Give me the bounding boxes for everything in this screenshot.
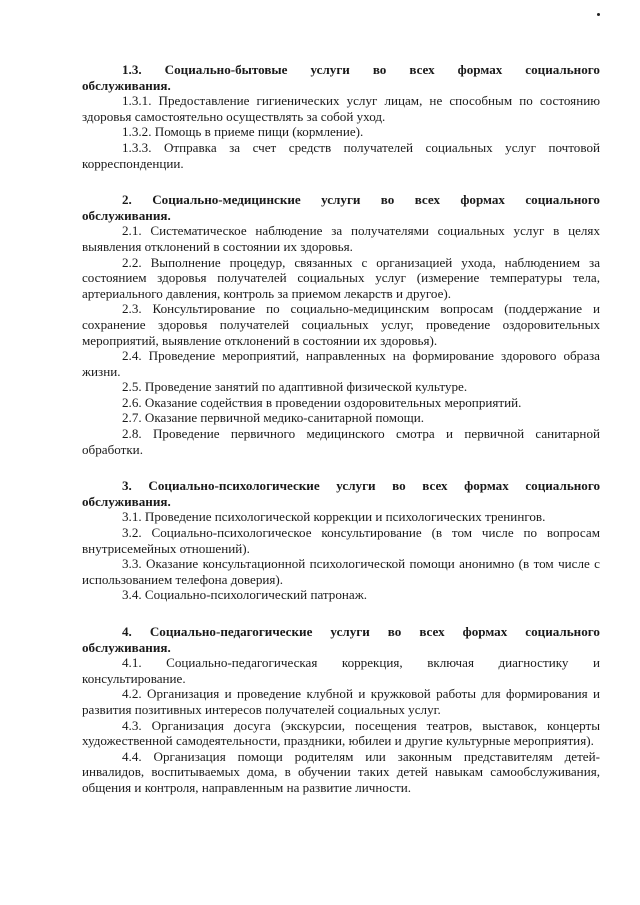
list-item: 3.3. Оказание консультационной психологической помощи анонимно (в том числе с использованием телефона доверия). [82,556,600,587]
section-2 [82,192,600,457]
section-heading [82,192,600,223]
heading-line-2: обслуживания. [82,207,171,223]
heading-line: 1.3. Социально-бытовые услуги во всех формах социального [122,62,600,77]
list-item: 1.3.1. Предоставление гигиенических услуг лицам, не способным по состоянию здоровья самостоятельно осуществлять за собой уход. [82,93,600,124]
list-item: 1.3.2. Помощь в приеме пищи (кормление). [122,124,364,140]
list-item: 2.3. Консультирование по социально-медицинским вопросам (поддержание и сохранение здоровья получателей социальных услуг, проведение оздоровительных мероприятий, выявление отклонений в состоянии их здоровья). [82,301,600,348]
heading-line: 3. Социально-психологические услуги во всех формах социального [122,478,600,494]
heading-line-2: обслуживания. [82,77,171,93]
list-item: 3.4. Социально-психологический патронаж. [122,587,368,603]
list-item: 2.2. Выполнение процедур, связанных с организацией ухода, наблюдением за состоянием здоровья получателей социальных услуг (измерение температуры тела, артериального давления, контроль за приемом лекарств и другое). [82,254,600,301]
list-item [82,655,600,686]
list-item: 3.2. Социально-психологическое консультирование (в том числе по вопросам внутрисемейных отношений). [82,525,600,556]
list-item: 2.4. Проведение мероприятий, направленных на формирование здорового образа жизни. [82,348,600,379]
list-item: 4.4. Организация помощи родителям или законным представителям детей-инвалидов, воспитываемых дома, в обучении таких детей навыкам самообслуживания, общения и контроля, направленным на развитие личности. [82,748,600,795]
section-3 [82,478,600,603]
section-4 [82,624,600,796]
list-item: 2.5. Проведение занятий по адаптивной физической культуре. [122,379,468,395]
list-item: 1.3.3. Отправка за счет средств получателей социальных услуг почтовой корреспонденции. [82,139,600,171]
heading-line: 4. Социально-педагогические услуги во всех формах социального [122,624,600,639]
list-item: 2.7. Оказание первичной медико-санитарной помощи. [122,410,424,426]
list-item-line: 4.1. Социально-педагогическая коррекция, включая диагностику и [122,655,600,671]
list-item-line-2: консультирование. [82,670,186,686]
heading-line-2: обслуживания. [82,639,171,655]
scan-dot [597,13,600,16]
section-heading [82,62,600,93]
document-page [82,62,600,796]
list-item: 4.3. Организация досуга (экскурсии, посещения театров, выставок, концерты художественной самодеятельности, праздники, юбилеи и другие культурные мероприятия). [82,717,600,749]
list-item: 3.1. Проведение психологической коррекции и психологических тренингов. [122,509,546,525]
heading-line-2: обслуживания. [82,493,171,509]
list-item: 2.1. Систематическое наблюдение за получателями социальных услуг в целях выявления отклонений в состоянии их здоровья. [82,223,600,254]
section-heading [82,478,600,509]
list-item: 2.8. Проведение первичного медицинского смотра и первичной санитарной обработки. [82,426,600,457]
section-heading [82,624,600,655]
list-item: 2.6. Оказание содействия в проведении оздоровительных мероприятий. [122,394,522,410]
heading-line: 2. Социально-медицинские услуги во всех формах социального [122,192,600,208]
list-item: 4.2. Организация и проведение клубной и кружковой работы для формирования и развития позитивных интересов получателей социальных услуг. [82,686,600,717]
section-1-3 [82,62,600,171]
